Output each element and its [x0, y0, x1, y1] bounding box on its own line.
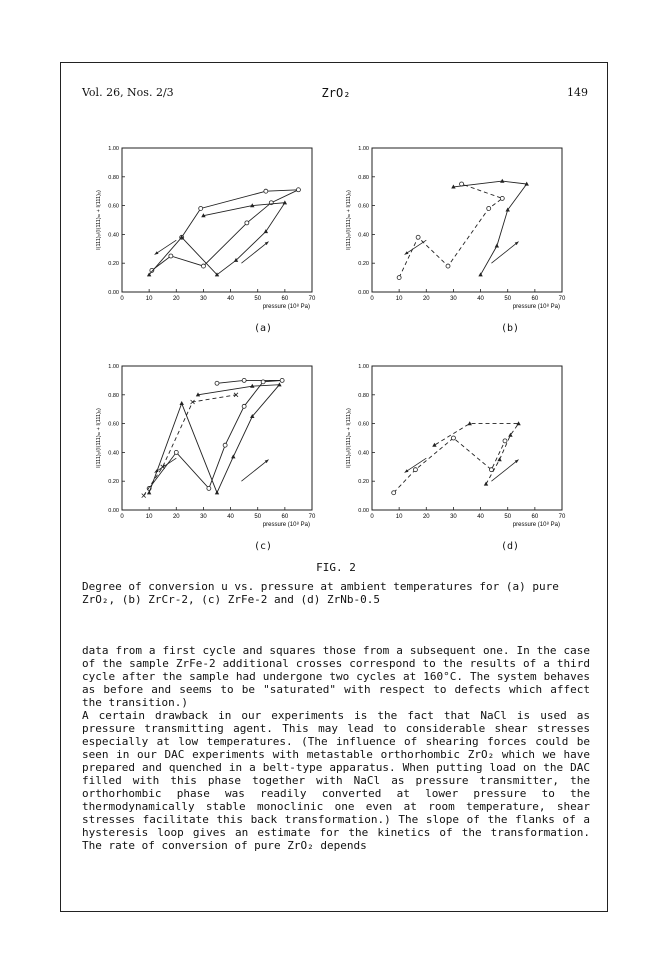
y-tick-label: 0.80 [358, 392, 369, 399]
y-tick-label: 0.40 [108, 450, 119, 457]
direction-arrow [491, 242, 518, 264]
data-point-circle [242, 378, 246, 382]
paragraph: A certain drawback in our experiments is the fact that NaCl is used as pressure transmitting agent. This may lead to considerable shear stresses especially at low temperatures. (The influence of shearing forces could be seen in our DAC experiments with metastable orthorhombic ZrO₂ which we have prepared and quenched in a belt-type apparatus. When putting load on the DAC filled with this phase together with NaCl as pressure transmitter, the orthorhombic phase was readily converted at lower pressure to the thermodynamically stable monoclinic one even at room temperature, shear stresses facilitate this back transformation.) The slope of the flanks of a hysteresis loop gives an estimate for the kinetics of the transformation. The rate of conversion of pure ZrO₂ depends [82, 709, 590, 852]
y-tick-label: 0.80 [108, 392, 119, 399]
data-point-circle [245, 221, 249, 225]
data-point-triangle [231, 454, 235, 458]
y-tick-label: 0.20 [358, 261, 369, 268]
series-line [152, 190, 299, 271]
series-line [434, 424, 518, 485]
y-tick-label: 0.20 [108, 479, 119, 486]
y-tick-label: 0.40 [108, 232, 119, 239]
running-title: ZrO₂ [321, 86, 351, 100]
x-tick-label: 10 [145, 296, 153, 302]
y-tick-label: 0.40 [358, 232, 369, 239]
x-tick-label: 50 [254, 514, 262, 520]
series-line [394, 438, 505, 493]
x-tick-label: 50 [254, 296, 262, 302]
x-tick-label: 50 [504, 296, 512, 302]
x-tick-label: 0 [370, 514, 374, 520]
y-tick-label: 1.00 [358, 146, 369, 152]
x-tick-label: 10 [145, 514, 153, 520]
data-point-circle [503, 439, 507, 443]
page-number: 149 [567, 86, 588, 99]
data-point-circle [201, 264, 205, 268]
data-point-circle [242, 404, 246, 408]
x-tick-label: 70 [558, 514, 566, 520]
y-tick-label: 0.00 [108, 508, 119, 514]
chart-svg [340, 138, 566, 314]
y-tick-label: 0.80 [108, 174, 119, 181]
figure-caption: Degree of conversion u vs. pressure at ambient temperatures for (a) pure ZrO₂, (b) ZrCr-2, (c) ZrFe-2 and (d) ZrNb-0.5 [82, 580, 559, 606]
x-tick-label: 70 [308, 296, 316, 302]
data-point-circle [264, 189, 268, 193]
plot-frame [372, 366, 562, 510]
data-point-triangle [432, 443, 436, 447]
direction-arrow [241, 460, 268, 482]
x-tick-label: 40 [227, 296, 234, 302]
data-point-circle [500, 196, 504, 200]
y-tick-label: 0.60 [108, 421, 119, 428]
data-point-triangle [283, 200, 287, 204]
data-point-circle [392, 491, 396, 495]
y-tick-label: 0.00 [358, 290, 369, 296]
panel-label-d: (d) [500, 541, 520, 552]
data-point-circle [280, 378, 284, 382]
panel-label-b: (b) [500, 323, 520, 334]
data-point-triangle [495, 244, 499, 248]
plot-frame [372, 148, 562, 292]
x-tick-label: 50 [504, 514, 512, 520]
series-line [149, 385, 279, 493]
x-axis-label: pressure (10⁸ Pa) [262, 304, 310, 310]
data-point-circle [446, 264, 450, 268]
data-point-cross [142, 494, 146, 498]
data-point-circle [223, 443, 227, 447]
data-point-circle [451, 436, 455, 440]
direction-arrow [491, 460, 518, 482]
arrow-head [155, 251, 159, 254]
y-tick-label: 0.00 [358, 508, 369, 514]
data-point-circle [207, 486, 211, 490]
x-tick-label: 0 [120, 296, 124, 302]
paragraph: data from a first cycle and squares those from a subsequent one. In the case of the sample ZrFe-2 additional crosses correspond to the results of a third cycle after the sample had undergone two cycles at 160°C. The system behaves as before and seems to be "saturated" with respect to defects which affect the transition.) [82, 644, 590, 709]
series-line [149, 203, 285, 275]
x-axis-label: pressure (10⁸ Pa) [512, 304, 560, 310]
y-tick-label: 0.60 [358, 203, 369, 210]
y-tick-label: 0.20 [108, 261, 119, 268]
x-tick-label: 10 [395, 296, 403, 302]
x-tick-label: 30 [200, 296, 207, 302]
x-axis-label: pressure (10⁸ Pa) [512, 522, 560, 528]
x-tick-label: 40 [477, 514, 484, 520]
y-axis-label: I(111)ₒ/(I(111)ₘ + I(111)ₒ) [346, 190, 352, 250]
x-tick-label: 20 [422, 514, 430, 520]
x-tick-label: 20 [172, 514, 180, 520]
data-point-circle [397, 276, 401, 280]
series-line [453, 181, 526, 275]
data-point-circle [487, 206, 491, 210]
data-point-circle [174, 450, 178, 454]
data-point-triangle [500, 179, 504, 183]
data-point-triangle [468, 421, 472, 425]
x-tick-label: 30 [450, 296, 457, 302]
data-point-circle [296, 188, 300, 192]
series-line [149, 380, 282, 488]
direction-arrow [155, 458, 177, 472]
figure-panel-b [340, 138, 566, 318]
arrow-head [405, 469, 409, 472]
y-axis-label: I(111)ₒ/(I(111)ₘ + I(111)ₒ) [96, 190, 102, 250]
y-tick-label: 0.20 [358, 479, 369, 486]
panel-label-a: (a) [253, 323, 273, 334]
data-point-circle [413, 468, 417, 472]
x-tick-label: 40 [477, 296, 484, 302]
y-tick-label: 0.40 [358, 450, 369, 457]
data-point-circle [416, 235, 420, 239]
data-point-triangle [180, 401, 184, 405]
x-tick-label: 30 [200, 514, 207, 520]
figure-panel-d [340, 356, 566, 536]
x-axis-label: pressure (10⁸ Pa) [262, 522, 310, 528]
y-tick-label: 0.60 [358, 421, 369, 428]
y-axis-label: I(111)ₒ/(I(111)ₘ + I(111)ₒ) [346, 408, 352, 468]
x-tick-label: 70 [308, 514, 316, 520]
x-tick-label: 30 [450, 514, 457, 520]
data-point-triangle [147, 490, 151, 494]
data-point-circle [215, 381, 219, 385]
data-point-circle [169, 254, 173, 258]
data-point-triangle [497, 457, 501, 461]
y-tick-label: 0.60 [108, 203, 119, 210]
figure-panel-a [90, 138, 316, 318]
panel-label-c: (c) [253, 541, 273, 552]
x-tick-label: 60 [531, 296, 539, 302]
chart-svg [340, 356, 566, 532]
y-tick-label: 1.00 [108, 364, 119, 370]
x-tick-label: 60 [281, 514, 289, 520]
figure-number: FIG. 2 [316, 561, 356, 574]
y-tick-label: 1.00 [358, 364, 369, 370]
y-tick-label: 0.00 [108, 290, 119, 296]
chart-svg [90, 356, 316, 532]
y-tick-label: 0.80 [358, 174, 369, 181]
x-tick-label: 10 [395, 514, 403, 520]
x-tick-label: 0 [120, 514, 124, 520]
x-tick-label: 20 [422, 296, 430, 302]
data-point-triangle [215, 490, 219, 494]
x-tick-label: 0 [370, 296, 374, 302]
data-point-triangle [277, 382, 281, 386]
data-point-triangle [484, 482, 488, 486]
figure-panel-c [90, 356, 316, 536]
chart-svg [90, 138, 316, 314]
data-point-circle [261, 380, 265, 384]
x-tick-label: 60 [281, 296, 289, 302]
x-tick-label: 40 [227, 514, 234, 520]
x-tick-label: 70 [558, 296, 566, 302]
y-tick-label: 1.00 [108, 146, 119, 152]
x-tick-label: 60 [531, 514, 539, 520]
body-text [82, 644, 590, 852]
direction-arrow [241, 242, 268, 264]
data-point-circle [199, 206, 203, 210]
x-tick-label: 20 [172, 296, 180, 302]
journal-volume: Vol. 26, Nos. 2/3 [82, 86, 174, 99]
y-axis-label: I(111)ₒ/(I(111)ₘ + I(111)ₒ) [96, 408, 102, 468]
arrow-head [405, 251, 409, 254]
